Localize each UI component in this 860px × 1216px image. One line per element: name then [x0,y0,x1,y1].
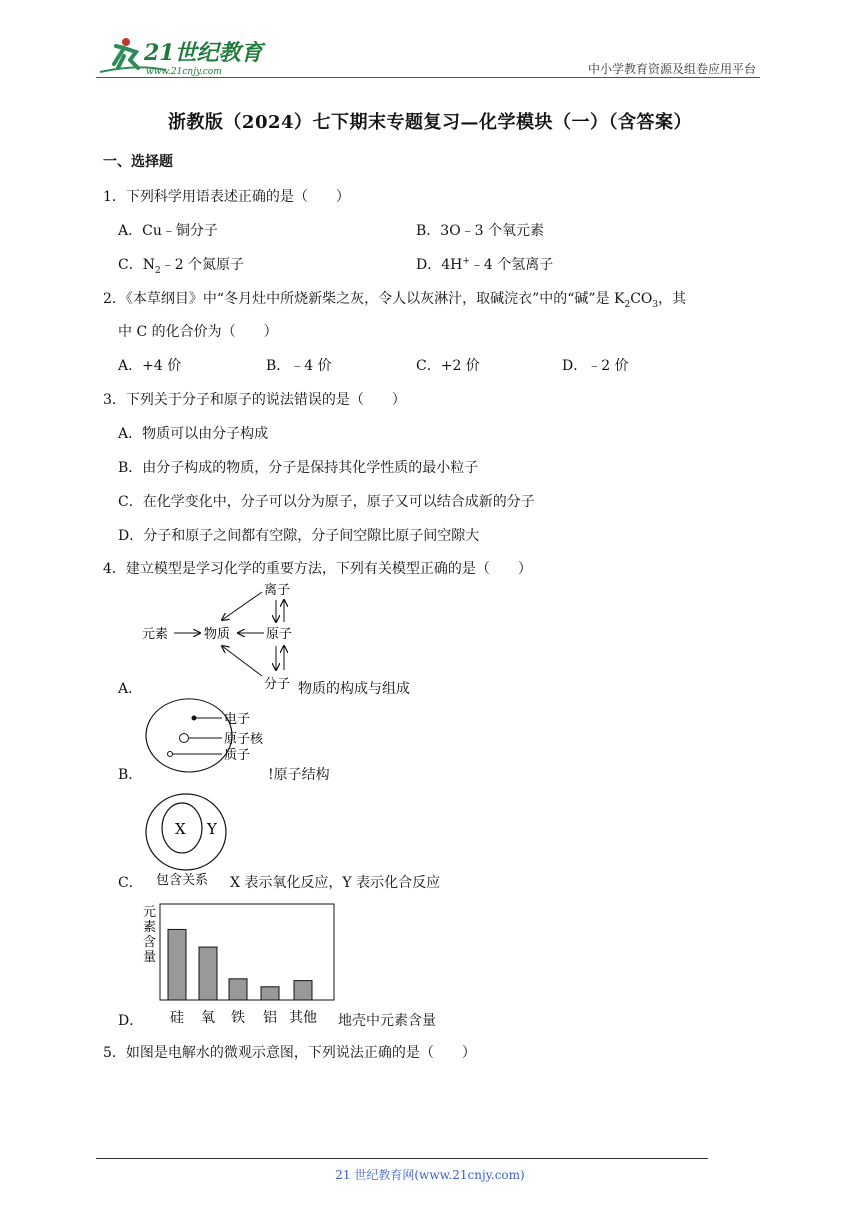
bar-4 [261,987,279,1000]
category-label-3: 铁 [231,1010,245,1026]
q4-option-a-label: A． [118,681,143,697]
node-molecule: 分子 [264,677,291,692]
svg-text:Y: Y [207,820,217,838]
svg-text:X: X [175,820,186,838]
category-label-4: 铝 [263,1010,277,1026]
node-substance: 物质 [204,627,231,642]
q3-option-b: B．由分子构成的物质，分子是保持其化学性质的最小粒子 [118,460,479,476]
node-ion: 离子 [264,583,291,598]
q3-option-d: D．分子和原子之间都有空隙，分子间空隙比原子间空隙大 [118,528,480,544]
q2-stem: 2．《本草纲目》中“冬月灶中所烧新柴之灰，令人以灰淋汁，取碱浣衣”中的“碱”是 $K_2CO_3$，其 [103,291,687,310]
svg-text:www.21cnjy.com: www.21cnjy.com [146,67,222,77]
q4-option-a-caption: 物质的构成与组成 [298,681,410,697]
site-logo [96,34,266,78]
q4-option-a-diagram [140,580,320,699]
q1-option-a: A．Cu﹣铜分子 [118,223,218,239]
q2-option-c: C．+2 价 [416,358,480,374]
q4-option-c-diagram [142,792,242,894]
q4-option-c-caption: X 表示氧化反应，Y 表示化合反应 [230,875,441,891]
category-label-2: 氧 [201,1010,215,1026]
bar-1 [168,929,186,1000]
node-atom: 原子 [266,627,293,642]
svg-text:电子: 电子 [224,712,251,727]
q1-option-d: D．4H+﹣4 个氢离子 [416,256,554,273]
bar-3 [229,979,247,1000]
category-label-1: 硅 [170,1010,184,1026]
section-heading: 一、选择题 [103,154,173,170]
q1-stem: 1．下列科学用语表述正确的是（ ） [103,189,350,205]
q1-option-c: C．$N_2﹣2$ 个氮原子 [118,257,245,276]
q4-option-d-label: D． [118,1013,144,1029]
q2-option-b: B．﹣4 价 [266,358,332,374]
ylabel-char-3: 含 [143,935,157,950]
q2-stem-line2: 中 C 的化合价为（ ） [118,324,278,340]
footer-text: 21 世纪教育网(www.21cnjy.com) [335,1168,525,1182]
svg-text:原子核: 原子核 [224,732,264,747]
ylabel-char-1: 元 [143,905,157,920]
q4-option-b-caption: !原子结构 [268,767,330,783]
q1-option-b: B．3O﹣3 个氧元素 [416,223,545,239]
q3-option-c: C．在化学变化中，分子可以分为原子，原子又可以结合成新的分子 [118,494,535,510]
category-label-5: 其他 [289,1010,317,1026]
q3-stem: 3．下列关于分子和原子的说法错误的是（ ） [103,392,406,408]
q3-option-a: A．物质可以由分子构成 [118,426,269,442]
page-title: 浙教版（2024）七下期末专题复习—化学模块（一）（含答案） [167,112,693,133]
q4-stem: 4．建立模型是学习化学的重要方法，下列有关模型正确的是（ ） [103,561,532,577]
svg-text:质子: 质子 [224,748,251,763]
q4-option-b-label: B． [118,767,143,783]
q4-option-d-caption: 地壳中元素含量 [338,1013,436,1029]
svg-text:21世纪教育: 21世纪教育 [144,40,263,66]
q5-stem: 5．如图是电解水的微观示意图，下列说法正确的是（ ） [103,1045,476,1061]
ylabel-char-2: 素 [143,920,157,935]
bar-5 [294,981,312,1000]
q4-option-d-chart [140,900,340,1034]
ylabel-char-4: 量 [143,950,157,965]
footer-divider [96,1158,708,1159]
q4-option-c-label: C． [118,875,143,891]
platform-name: 中小学教育资源及组卷应用平台 [587,62,756,76]
node-element: 元素 [142,627,169,642]
q2-option-a: A．+4 价 [118,358,182,374]
svg-text:包含关系: 包含关系 [156,873,209,888]
q4-option-b-diagram [142,698,272,778]
bar-2 [199,947,217,1000]
header-divider [96,77,760,78]
q2-option-d: D．﹣2 价 [562,358,629,374]
